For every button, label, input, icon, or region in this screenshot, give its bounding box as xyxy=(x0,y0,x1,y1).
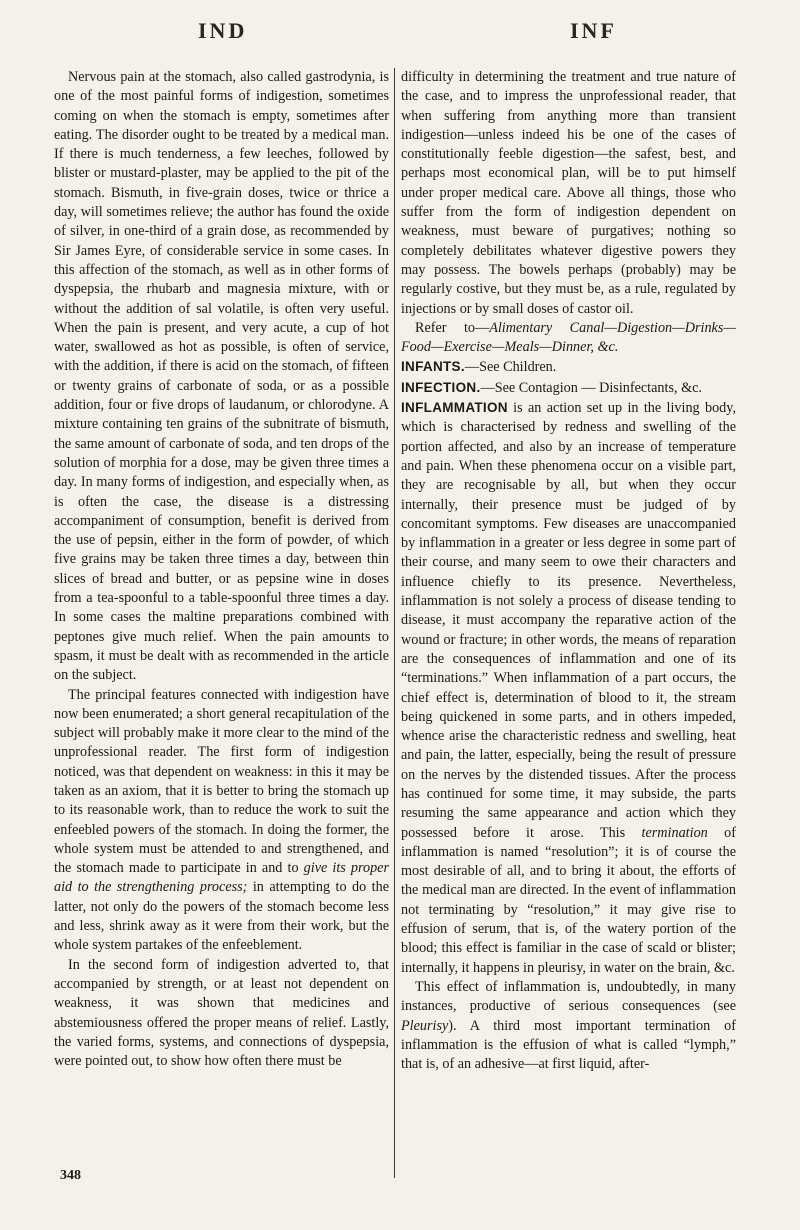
text-run: of inflammation is named “resolution”; it is of course the most desirable of all, and to bring it about, the efforts of the medical man are directed. In the event of inflammation not terminating by “resolution,” it may give rise to effusion of serum, that is, of the watery portion of the blood; this effect is familiar in the case of scald or blister; internally, it happens in pleurisy, in water on the brain, &c. xyxy=(401,824,736,976)
left-column xyxy=(54,68,389,1071)
entry-term: INFECTION. xyxy=(401,379,481,395)
header-right: INF xyxy=(570,18,617,43)
right-column xyxy=(401,68,736,1074)
entry-text: —See Contagion — Disinfectants, &c. xyxy=(480,379,702,396)
paragraph-recapitulation xyxy=(54,686,389,956)
running-header xyxy=(0,18,800,58)
paragraph-gastrodynia: Nervous pain at the stomach, also called gastrodynia, is one of the most painful forms of indigestion, sometimes coming on when the stomach is empty, sometimes after eating. The disorder ought to be treated by a medical man. If there is much tenderness, a few leeches, followed by blister or mustard-plaster, may be applied to the pit of the stomach. Bismuth, in five-grain doses, twice or thrice a day, will sometimes relieve; the author has found the oxide of silver, in one-third of a grain dose, as recommended by Sir James Eyre, of considerable service in some cases. In this affection of the stomach, as well as in other forms of dyspepsia, the rhubarb and magnesia mixture, with or without the addition of sal volatile, is often very useful. When the pain is present, and very acute, a cup of hot water, swallowed as hot as possible, is often of service, with the addition, if there is acid on the stomach, of fifteen or twenty grains of carbonate of soda, or as a possible addition, four or five drops of laudanum, or chlorodyne. A mixture containing ten grains of the subnitrate of bismuth, the same amount of carbonate of soda, and ten drops of the solution of morphia for a dose, may be given three times a day. In many forms of indigestion, and especially when, as is often the case, the disease is a distressing accompaniment of consumption, benefit is derived from the use of pepsin, either in the form of powder, of which five grains may be taken three times a day, between thin slices of bread and butter, or as pepsine wine in doses from a tea-spoonful to a table-spoonful three times a day. In some cases the maltine preparations combined with peptones give much relief. When the pain amounts to spasm, it must be dealt with as recommended in the article on the subject. xyxy=(54,69,389,684)
column-divider xyxy=(394,68,395,1178)
italic-run: termination xyxy=(641,824,708,841)
paragraph-effects xyxy=(401,978,736,1074)
entry-infants xyxy=(401,357,736,377)
cross-reference xyxy=(401,319,736,358)
entry-term: INFANTS. xyxy=(401,359,465,375)
entry-inflammation xyxy=(401,398,736,978)
paragraph-second-form: In the second form of indigestion adverted to, that accompanied by strength, or at least not dependent on weakness, it was shown that medicines and abstemiousness offered the proper means of relief. Lastly, the varied forms, systems, and connections of dyspepsia, were pointed out, to show how often there must be xyxy=(54,956,389,1070)
text-run: The principal features connected with indigestion have now been enumerated; a short general recapitulation of the subject will probably make it more clear to the mind of the unprofessional reader. The first form of indigestion noticed, was that dependent on weakness: in this it may be taken as an axiom, that it is better to bring the stomach up to its reasonable work, than to reduce the work to suit the enfeebled powers of the stomach. In doing the former, the whole system must be attended to and strengthened, and the stomach made to participate in and to xyxy=(54,686,389,877)
page-number: 348 xyxy=(60,1168,81,1183)
text-run: ). A third most important termination of inflammation is the effusion of what is called “lymph,” that is, of an adhesive—at first liquid, after- xyxy=(401,1017,736,1073)
entry-text: —See Children. xyxy=(464,359,557,376)
paragraph-continuation: difficulty in determining the treatment and true nature of the case, and to impress the unprofessional reader, that when suffering from anything more than transient indigestion—unless indeed his be one of the cases of constitutionally feeble digestion—the safest, best, and perhaps most economical plan, will be to put himself under proper medical care. Above all things, those who suffer from the form of indigestion dependent on weakness, must beware of purgatives; nothing so completely debilitates whatever digestive powers they may possess. The bowels perhaps (probably) may be regularly costive, but they must be, as a rule, regulated by injections or by small doses of castor oil. xyxy=(401,69,736,317)
text-run: is an action set up in the living body, which is characterised by redness and swelling of the portion affected, and also by an increase of temperature and pain. When these phenomena occur on a visible part, they are recognisable by all, but when they occur internally, their presence must be judged of by concomitant symptoms. Few diseases are unaccompanied by inflammation in a greater or less degree in some part of their course, and many seem to owe their characters and influence chiefly to its presence. Nevertheless, inflammation is not solely a process of disease tending to disease, it must accompany the reparative action of the wound or fracture; in other words, the means of reparation are the consequences of inflammation and one of its “terminations.” When inflammation of a part occurs, the chief effect is, determination of blood to it, the stream being quickened in some parts, and in others impeded, whence arise the characteristic redness and swelling, heat and pain, the latter, especially, being the result of pressure on the nerves by the distended tissues. After the process has continued for some time, it may subside, the parts resuming the same appearance and action which they possessed before it arose. This xyxy=(401,400,736,841)
italic-run: give its proper aid to the strengthening process; xyxy=(54,860,389,896)
entry-infection xyxy=(401,378,736,398)
refer-links: Alimentary Canal—Digestion—Drinks—Food—Exercise—Meals—Dinner, &c. xyxy=(401,319,736,356)
refer-prefix: Refer to— xyxy=(415,319,490,336)
text-run: This effect of inflammation is, undoubtedly, in many instances, productive of serious consequences (see xyxy=(401,978,736,1015)
entry-term: INFLAMMATION xyxy=(401,400,508,416)
header-left: IND xyxy=(198,18,248,43)
text-run: in attempting to do the latter, not only do the powers of the stomach become less and less, shrink away as it were from their work, but the whole system partakes of the enfeeblement. xyxy=(54,879,389,954)
italic-run: Pleurisy xyxy=(401,1017,449,1034)
